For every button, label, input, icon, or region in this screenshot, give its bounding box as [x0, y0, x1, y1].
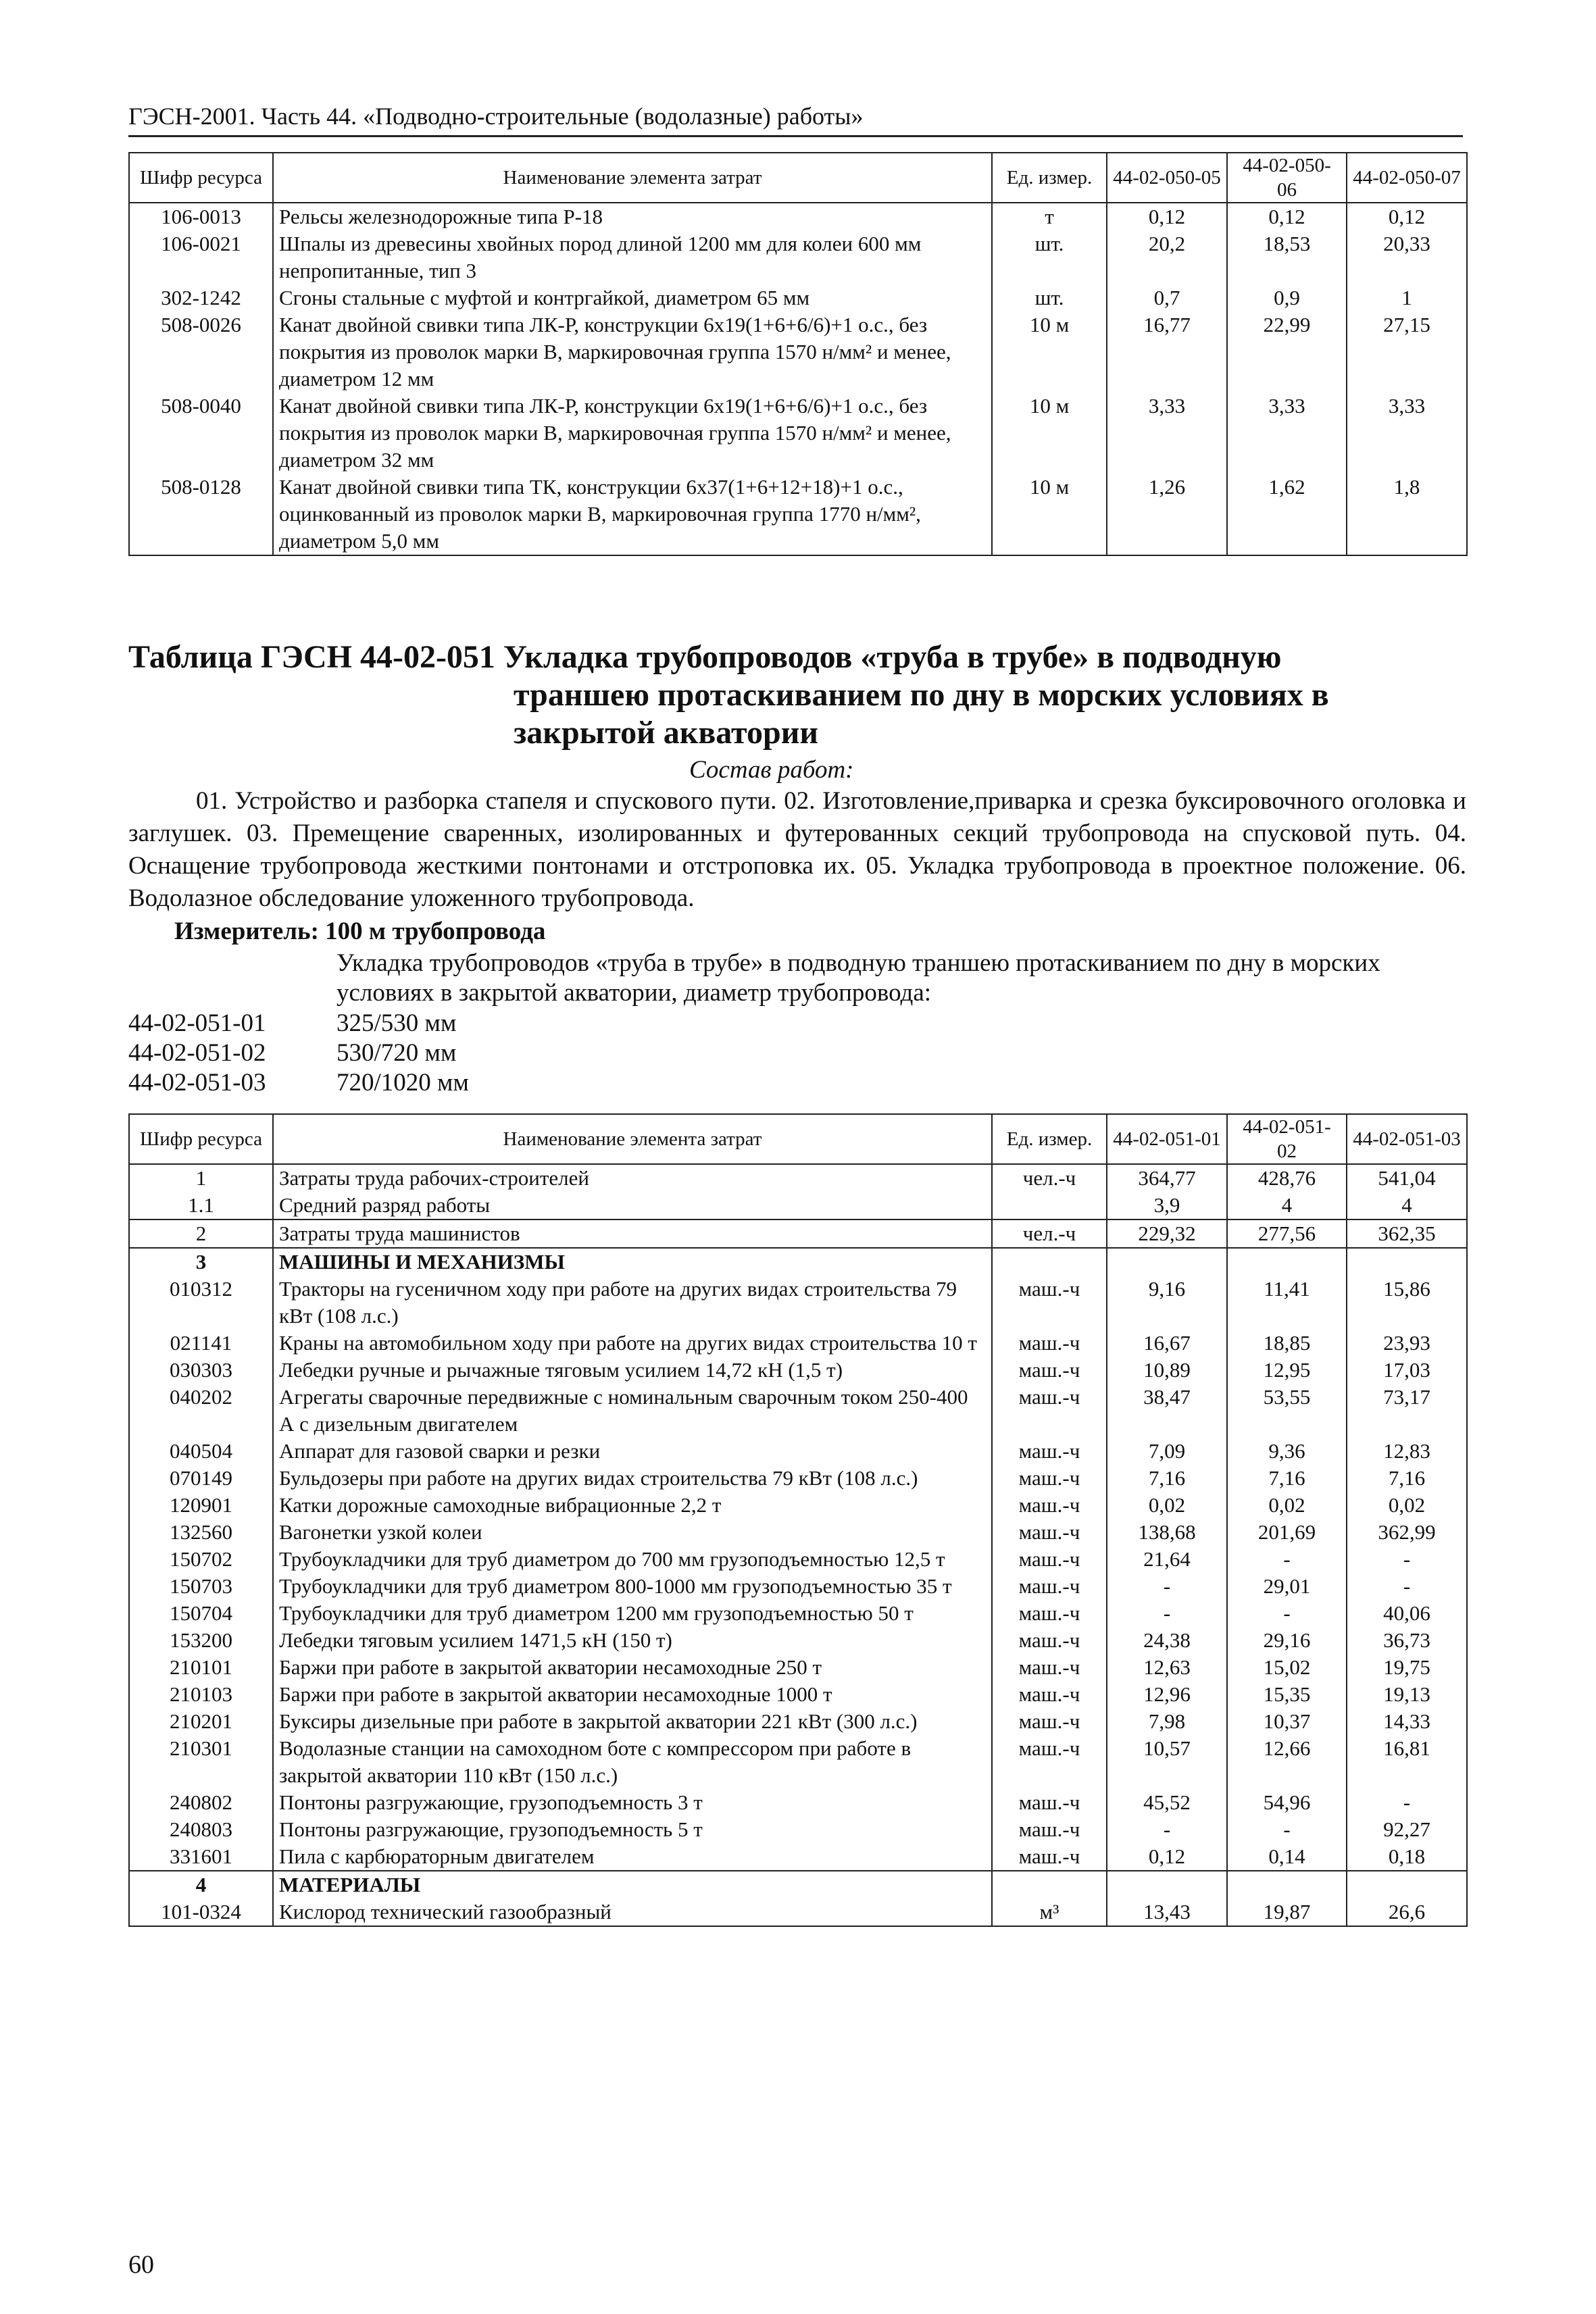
unit-cell: шт. [992, 230, 1107, 284]
resource-code: 153200 [129, 1627, 273, 1654]
value-cell-3 [1347, 1248, 1467, 1276]
value-cell-1: 10,57 [1107, 1735, 1227, 1789]
header-code: Шифр ресурса [129, 1114, 273, 1164]
value-cell-3: 0,18 [1347, 1843, 1467, 1871]
unit-cell: чел.-ч [992, 1219, 1107, 1248]
resource-name: Лебедки тяговым усилием 1471,5 кН (150 т) [273, 1627, 992, 1654]
table-title-line-1: Таблица ГЭСН 44-02-051 Укладка трубопроводов «труба в трубе» в подводную [128, 639, 1282, 675]
resource-name: Катки дорожные самоходные вибрационные 2,2 т [273, 1492, 992, 1519]
resource-code: 106-0013 [129, 203, 273, 230]
resource-code: 508-0026 [129, 311, 273, 393]
resource-code: 240802 [129, 1789, 273, 1816]
resource-name: Буксиры дизельные при работе в закрытой акватории 221 кВт (300 л.с.) [273, 1708, 992, 1735]
value-cell-1: 364,77 [1107, 1164, 1227, 1192]
value-cell-2 [1227, 1248, 1347, 1276]
resource-name: Затраты труда машинистов [273, 1219, 992, 1248]
value-cell-3: 20,33 [1347, 230, 1467, 284]
value-cell-2: 428,76 [1227, 1164, 1347, 1192]
resource-code: 120901 [129, 1492, 273, 1519]
resource-code: 150704 [129, 1600, 273, 1627]
unit-cell: 10 м [992, 474, 1107, 555]
value-cell-1: 12,63 [1107, 1654, 1227, 1681]
unit-cell: маш.-ч [992, 1654, 1107, 1681]
value-cell-3: 16,81 [1347, 1735, 1467, 1789]
value-cell-2: 29,01 [1227, 1573, 1347, 1600]
unit-cell [992, 1192, 1107, 1219]
value-cell-3: 73,17 [1347, 1384, 1467, 1438]
header-col-1: 44-02-050-05 [1107, 153, 1227, 203]
value-cell-2: 7,16 [1227, 1465, 1347, 1492]
table-row [129, 230, 1467, 284]
resource-name: Понтоны разгружающие, грузоподъемность 5 т [273, 1816, 992, 1843]
table-row [129, 1654, 1467, 1681]
value-cell-3: 7,16 [1347, 1465, 1467, 1492]
value-cell-1: 24,38 [1107, 1627, 1227, 1654]
value-cell-2: 201,69 [1227, 1519, 1347, 1546]
variant-description: Укладка трубопроводов «труба в трубе» в подводную траншею протаскиванием по дну в морских условиях в закрытой акватории, диаметр трубопровода: [336, 949, 1380, 1007]
variant-value: 720/1020 мм [336, 1069, 469, 1097]
table-row [129, 1519, 1467, 1546]
value-cell-3: 0,02 [1347, 1492, 1467, 1519]
unit-cell: маш.-ч [992, 1519, 1107, 1546]
resource-name: Канат двойной свивки типа ЛК-Р, конструкции 6х19(1+6+6/6)+1 о.с., без покрытия из проволок марки В, маркировочная группа 1570 н/мм² и менее, диаметром 32 мм [273, 393, 992, 474]
table-row [129, 1708, 1467, 1735]
resource-code: 030303 [129, 1357, 273, 1384]
value-cell-2: 22,99 [1227, 311, 1347, 393]
value-cell-2: 277,56 [1227, 1219, 1347, 1248]
unit-cell: маш.-ч [992, 1384, 1107, 1438]
value-cell-2: 9,36 [1227, 1438, 1347, 1465]
value-cell-1: 7,16 [1107, 1465, 1227, 1492]
value-cell-3: 40,06 [1347, 1600, 1467, 1627]
value-cell-1: - [1107, 1816, 1227, 1843]
resource-code: 240803 [129, 1816, 273, 1843]
variant-code: 44-02-051-01 [128, 1009, 266, 1037]
resource-name: Водолазные станции на самоходном боте с компрессором при работе в закрытой акватории 110 кВт (150 л.с.) [273, 1735, 992, 1789]
resource-name: Сгоны стальные с муфтой и контргайкой, диаметром 65 мм [273, 284, 992, 311]
value-cell-1: 16,77 [1107, 311, 1227, 393]
table-header-row [129, 153, 1467, 203]
value-cell-2: 0,12 [1227, 203, 1347, 230]
variant-value: 530/720 мм [336, 1039, 457, 1067]
resource-name: Трубоукладчики для труб диаметром 1200 мм грузоподъемностью 50 т [273, 1600, 992, 1627]
resource-name: Кислород технический газообразный [273, 1898, 992, 1926]
unit-cell: маш.-ч [992, 1546, 1107, 1573]
value-cell-1: 229,32 [1107, 1219, 1227, 1248]
value-cell-3 [1347, 1871, 1467, 1898]
unit-cell: шт. [992, 284, 1107, 311]
table-title [128, 638, 1466, 752]
variant-list [128, 1009, 469, 1098]
value-cell-3: - [1347, 1546, 1467, 1573]
value-cell-2: - [1227, 1816, 1347, 1843]
unit-cell [992, 1871, 1107, 1898]
work-composition-text: 01. Устройство и разборка стапеля и спускового пути. 02. Изготовление,приварка и срезка буксировочного оголовка и заглушек. 03. Премещение сваренных, изолированных и футерованных секций трубопровода на спусковой путь. 04. Оснащение трубопровода жесткими понтонами и отстроповка их. 05. Укладка трубопровода в проектное положение. 06. Водолазное обследование уложенного трубопровода. [128, 787, 1466, 912]
header-name: Наименование элемента затрат [273, 1114, 992, 1164]
value-cell-2: 4 [1227, 1192, 1347, 1219]
table-row [129, 1600, 1467, 1627]
resource-name: Понтоны разгружающие, грузоподъемность 3 т [273, 1789, 992, 1816]
value-cell-1: 3,33 [1107, 393, 1227, 474]
table-row [129, 1357, 1467, 1384]
value-cell-2: 1,62 [1227, 474, 1347, 555]
unit-cell: маш.-ч [992, 1627, 1107, 1654]
resource-code: 010312 [129, 1276, 273, 1330]
table-title-line-3: закрытой акватории [514, 715, 819, 751]
page-header: ГЭСН-2001. Часть 44. «Подводно-строительные (водолазные) работы» [128, 101, 1463, 137]
variant-item [128, 1068, 469, 1098]
page-number: 60 [128, 2250, 154, 2279]
table-row [129, 1627, 1467, 1654]
value-cell-3: - [1347, 1573, 1467, 1600]
value-cell-1: - [1107, 1573, 1227, 1600]
measurement-unit: Измеритель: 100 м трубопровода [174, 917, 546, 945]
value-cell-2: 0,14 [1227, 1843, 1347, 1871]
table-row [129, 1546, 1467, 1573]
resource-code: 210201 [129, 1708, 273, 1735]
table-row [129, 1843, 1467, 1871]
resource-name: Лебедки ручные и рычажные тяговым усилием 14,72 кН (1,5 т) [273, 1357, 992, 1384]
value-cell-2: 53,55 [1227, 1384, 1347, 1438]
value-cell-1: 0,12 [1107, 203, 1227, 230]
table-row [129, 311, 1467, 393]
value-cell-1: 7,98 [1107, 1708, 1227, 1735]
resource-name: Аппарат для газовой сварки и резки [273, 1438, 992, 1465]
variant-value: 325/530 мм [336, 1009, 457, 1037]
resource-code: 2 [129, 1219, 273, 1248]
value-cell-3: 19,75 [1347, 1654, 1467, 1681]
table-row [129, 1276, 1467, 1330]
table-row [129, 474, 1467, 555]
value-cell-3: 14,33 [1347, 1708, 1467, 1735]
value-cell-1: 20,2 [1107, 230, 1227, 284]
header-unit: Ед. измер. [992, 1114, 1107, 1164]
resource-code: 1.1 [129, 1192, 273, 1219]
value-cell-2: 12,95 [1227, 1357, 1347, 1384]
value-cell-3: 1 [1347, 284, 1467, 311]
unit-cell [992, 1248, 1107, 1276]
unit-cell: маш.-ч [992, 1573, 1107, 1600]
value-cell-2: 29,16 [1227, 1627, 1347, 1654]
value-cell-2: 15,35 [1227, 1681, 1347, 1708]
header-col-2: 44-02-051-02 [1227, 1114, 1347, 1164]
value-cell-1: 138,68 [1107, 1519, 1227, 1546]
resource-name: Баржи при работе в закрытой акватории несамоходные 1000 т [273, 1681, 992, 1708]
resource-code: 508-0128 [129, 474, 273, 555]
table-row [129, 1789, 1467, 1816]
value-cell-1: 0,02 [1107, 1492, 1227, 1519]
value-cell-1: 0,7 [1107, 284, 1227, 311]
unit-cell: т [992, 203, 1107, 230]
value-cell-3: 0,12 [1347, 203, 1467, 230]
unit-cell: м³ [992, 1898, 1107, 1926]
resource-code: 4 [129, 1871, 273, 1898]
table-row [129, 1898, 1467, 1926]
resource-code: 021141 [129, 1330, 273, 1357]
value-cell-2: 12,66 [1227, 1735, 1347, 1789]
value-cell-3: 15,86 [1347, 1276, 1467, 1330]
resource-code: 106-0021 [129, 230, 273, 284]
resource-code: 210301 [129, 1735, 273, 1789]
value-cell-3: 12,83 [1347, 1438, 1467, 1465]
resource-code: 3 [129, 1248, 273, 1276]
value-cell-3: 19,13 [1347, 1681, 1467, 1708]
unit-cell: чел.-ч [992, 1164, 1107, 1192]
header-col-2: 44-02-050-06 [1227, 153, 1347, 203]
header-col-1: 44-02-051-01 [1107, 1114, 1227, 1164]
resource-name: Агрегаты сварочные передвижные с номинальным сварочным током 250-400 А с дизельным двигателем [273, 1384, 992, 1438]
resource-name: Вагонетки узкой колеи [273, 1519, 992, 1546]
unit-cell: маш.-ч [992, 1735, 1107, 1789]
resource-code: 331601 [129, 1843, 273, 1871]
resource-code: 210103 [129, 1681, 273, 1708]
resource-code: 508-0040 [129, 393, 273, 474]
value-cell-1: 9,16 [1107, 1276, 1227, 1330]
resource-code: 302-1242 [129, 284, 273, 311]
unit-cell: маш.-ч [992, 1600, 1107, 1627]
table-row [129, 1330, 1467, 1357]
unit-cell: маш.-ч [992, 1357, 1107, 1384]
value-cell-1: 21,64 [1107, 1546, 1227, 1573]
resource-code: 1 [129, 1164, 273, 1192]
table-row [129, 1492, 1467, 1519]
value-cell-3: 3,33 [1347, 393, 1467, 474]
value-cell-1 [1107, 1871, 1227, 1898]
resource-code: 132560 [129, 1519, 273, 1546]
value-cell-3: - [1347, 1789, 1467, 1816]
unit-cell: маш.-ч [992, 1492, 1107, 1519]
value-cell-3: 27,15 [1347, 311, 1467, 393]
resource-name: Баржи при работе в закрытой акватории несамоходные 250 т [273, 1654, 992, 1681]
value-cell-2 [1227, 1871, 1347, 1898]
value-cell-3: 362,99 [1347, 1519, 1467, 1546]
resource-code: 040504 [129, 1438, 273, 1465]
unit-cell: маш.-ч [992, 1465, 1107, 1492]
header-col-3: 44-02-050-07 [1347, 153, 1467, 203]
table-row [129, 1735, 1467, 1789]
unit-cell: маш.-ч [992, 1816, 1107, 1843]
value-cell-1: 16,67 [1107, 1330, 1227, 1357]
value-cell-3: 1,8 [1347, 474, 1467, 555]
unit-cell: маш.-ч [992, 1681, 1107, 1708]
variant-code: 44-02-051-02 [128, 1039, 266, 1067]
unit-cell: маш.-ч [992, 1330, 1107, 1357]
value-cell-1: 0,12 [1107, 1843, 1227, 1871]
value-cell-1: - [1107, 1600, 1227, 1627]
resource-code: 210101 [129, 1654, 273, 1681]
variant-code: 44-02-051-03 [128, 1069, 266, 1097]
value-cell-3: 17,03 [1347, 1357, 1467, 1384]
unit-cell: маш.-ч [992, 1789, 1107, 1816]
value-cell-2: 0,9 [1227, 284, 1347, 311]
resource-name: Трубоукладчики для труб диаметром 800-1000 мм грузоподъемностью 35 т [273, 1573, 992, 1600]
header-name: Наименование элемента затрат [273, 153, 992, 203]
value-cell-2: 10,37 [1227, 1708, 1347, 1735]
resource-name: Средний разряд работы [273, 1192, 992, 1219]
table-row [129, 393, 1467, 474]
value-cell-2: 18,85 [1227, 1330, 1347, 1357]
resource-name: Затраты труда рабочих-строителей [273, 1164, 992, 1192]
value-cell-2: 54,96 [1227, 1789, 1347, 1816]
value-cell-1: 45,52 [1107, 1789, 1227, 1816]
resource-code: 040202 [129, 1384, 273, 1438]
value-cell-1: 1,26 [1107, 474, 1227, 555]
resource-name: Рельсы железнодорожные типа Р-18 [273, 203, 992, 230]
resource-name: Трубоукладчики для труб диаметром до 700 мм грузоподъемностью 12,5 т [273, 1546, 992, 1573]
unit-cell: маш.-ч [992, 1708, 1107, 1735]
table-header-row [129, 1114, 1467, 1164]
value-cell-3: 26,6 [1347, 1898, 1467, 1926]
table-title-line-2: траншею протаскиванием по дну в морских условиях в [514, 677, 1329, 713]
value-cell-1: 7,09 [1107, 1438, 1227, 1465]
table-row [129, 203, 1467, 230]
work-composition-label: Состав работ: [689, 756, 854, 784]
value-cell-3: 362,35 [1347, 1219, 1467, 1248]
table-row [129, 1219, 1467, 1248]
resource-code: 150703 [129, 1573, 273, 1600]
value-cell-1: 10,89 [1107, 1357, 1227, 1384]
resource-name: Пила с карбюраторным двигателем [273, 1843, 992, 1871]
resource-table-main [128, 1113, 1468, 1927]
value-cell-2: 15,02 [1227, 1654, 1347, 1681]
header-col-3: 44-02-051-03 [1347, 1114, 1467, 1164]
resource-name: Канат двойной свивки типа ТК, конструкции 6х37(1+6+12+18)+1 о.с., оцинкованный из проволок марки В, маркировочная группа 1770 н/мм², диаметром 5,0 мм [273, 474, 992, 555]
table-row [129, 1192, 1467, 1219]
resource-name: МАШИНЫ И МЕХАНИЗМЫ [273, 1248, 992, 1276]
value-cell-1: 13,43 [1107, 1898, 1227, 1926]
table-row [129, 1871, 1467, 1898]
table-row [129, 1681, 1467, 1708]
resource-name: Краны на автомобильном ходу при работе на других видах строительства 10 т [273, 1330, 992, 1357]
value-cell-2: 19,87 [1227, 1898, 1347, 1926]
table-row [129, 1816, 1467, 1843]
resource-name: МАТЕРИАЛЫ [273, 1871, 992, 1898]
unit-cell: 10 м [992, 311, 1107, 393]
unit-cell: 10 м [992, 393, 1107, 474]
header-unit: Ед. измер. [992, 153, 1107, 203]
table-row [129, 1438, 1467, 1465]
resource-name: Тракторы на гусеничном ходу при работе на других видах строительства 79 кВт (108 л.с.) [273, 1276, 992, 1330]
value-cell-2: - [1227, 1546, 1347, 1573]
table-row [129, 1164, 1467, 1192]
resource-code: 150702 [129, 1546, 273, 1573]
value-cell-2: 11,41 [1227, 1276, 1347, 1330]
table-row [129, 1573, 1467, 1600]
variant-item [128, 1038, 469, 1068]
value-cell-3: 23,93 [1347, 1330, 1467, 1357]
value-cell-1 [1107, 1248, 1227, 1276]
value-cell-3: 4 [1347, 1192, 1467, 1219]
resource-table-top [128, 152, 1468, 556]
value-cell-1: 3,9 [1107, 1192, 1227, 1219]
value-cell-2: 0,02 [1227, 1492, 1347, 1519]
value-cell-3: 541,04 [1347, 1164, 1467, 1192]
table-row [129, 1248, 1467, 1276]
value-cell-3: 36,73 [1347, 1627, 1467, 1654]
resource-code: 101-0324 [129, 1898, 273, 1926]
resource-name: Шпалы из древесины хвойных пород длиной 1200 мм для колеи 600 мм непропитанные, тип 3 [273, 230, 992, 284]
value-cell-2: 3,33 [1227, 393, 1347, 474]
table-row [129, 284, 1467, 311]
value-cell-2: 18,53 [1227, 230, 1347, 284]
unit-cell: маш.-ч [992, 1843, 1107, 1871]
unit-cell: маш.-ч [992, 1276, 1107, 1330]
resource-name: Бульдозеры при работе на других видах строительства 79 кВт (108 л.с.) [273, 1465, 992, 1492]
value-cell-1: 12,96 [1107, 1681, 1227, 1708]
resource-code: 070149 [129, 1465, 273, 1492]
table-row [129, 1465, 1467, 1492]
header-code: Шифр ресурса [129, 153, 273, 203]
table-row [129, 1384, 1467, 1438]
value-cell-1: 38,47 [1107, 1384, 1227, 1438]
resource-name: Канат двойной свивки типа ЛК-Р, конструкции 6х19(1+6+6/6)+1 о.с., без покрытия из проволок марки В, маркировочная группа 1570 н/мм² и менее, диаметром 12 мм [273, 311, 992, 393]
value-cell-3: 92,27 [1347, 1816, 1467, 1843]
variant-item [128, 1009, 469, 1038]
value-cell-2: - [1227, 1600, 1347, 1627]
unit-cell: маш.-ч [992, 1438, 1107, 1465]
